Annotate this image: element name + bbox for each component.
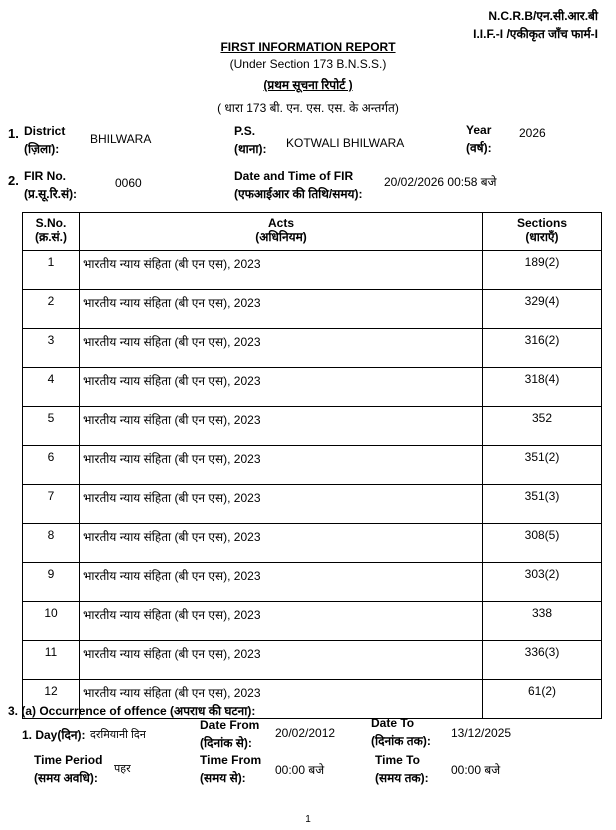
- section-subtitle: (Under Section 173 B.N.S.S.): [229, 57, 387, 71]
- page-title: FIRST INFORMATION REPORT: [220, 40, 396, 54]
- ps-label-hindi: (थाना):: [234, 142, 267, 156]
- fir-value: 0060: [115, 176, 142, 190]
- sno-header: S.No. (क्र.सं.): [23, 213, 80, 251]
- fir-label-hindi: (प्र.सू.रि.सं):: [24, 187, 78, 201]
- table-row: 1 भारतीय न्याय संहिता (बी एन एस), 2023 189(2): [23, 251, 602, 290]
- time-period-value: पहर: [114, 763, 131, 775]
- item-number-1: 1.: [8, 126, 19, 141]
- table-row: 4 भारतीय न्याय संहिता (बी एन एस), 2023 318(4): [23, 368, 602, 407]
- time-to-label: Time To: [375, 753, 420, 767]
- occurrence-heading: 3. (a) Occurrence of offence (अपराध की घटना):: [8, 704, 256, 718]
- table-row: 11 भारतीय न्याय संहिता (बी एन एस), 2023 336(3): [23, 641, 602, 680]
- year-label: Year: [466, 123, 492, 137]
- district-label: District: [24, 124, 66, 138]
- time-period-label-hindi: (समय अवधि):: [34, 771, 98, 785]
- table-row: 12 भारतीय न्याय संहिता (बी एन एस), 2023 61(2): [23, 680, 602, 719]
- fir-label: FIR No.: [24, 169, 66, 183]
- table-row: 5 भारतीय न्याय संहिता (बी एन एस), 2023 352: [23, 407, 602, 446]
- date-to-value: 13/12/2025: [451, 726, 512, 740]
- table-header-row: [23, 213, 602, 251]
- form-code: I.I.F.-I /एकीकृत जाँच फार्म-I: [473, 27, 598, 41]
- date-from-value: 20/02/2012: [275, 726, 336, 740]
- item-number-2: 2.: [8, 173, 19, 188]
- table-row: 9 भारतीय न्याय संहिता (बी एन एस), 2023 303(2): [23, 563, 602, 602]
- district-label-hindi: (ज़िला):: [24, 142, 60, 156]
- district-value: BHILWARA: [90, 132, 152, 146]
- date-from-label: Date From: [200, 718, 260, 732]
- fir-datetime-label-hindi: (एफआईआर की तिथि/समय):: [234, 187, 363, 201]
- table-row: 10 भारतीय न्याय संहिता (बी एन एस), 2023 338: [23, 602, 602, 641]
- time-from-label-hindi: (समय से):: [200, 771, 246, 785]
- acts-header: Acts (अधिनियम): [80, 213, 483, 251]
- day-value: दरमियानी दिन: [90, 729, 146, 741]
- table-row: 2 भारतीय न्याय संहिता (बी एन एस), 2023 329(4): [23, 290, 602, 329]
- sections-header: Sections (धाराएँ): [483, 213, 602, 251]
- time-to-value: 00:00 बजे: [451, 763, 501, 777]
- table-row: 6 भारतीय न्याय संहिता (बी एन एस), 2023 351(2): [23, 446, 602, 485]
- table-row: 8 भारतीय न्याय संहिता (बी एन एस), 2023 308(5): [23, 524, 602, 563]
- table-row: 7 भारतीय न्याय संहिता (बी एन एस), 2023 351(3): [23, 485, 602, 524]
- ps-value: KOTWALI BHILWARA: [286, 136, 405, 150]
- page-title-hindi: (प्रथम सूचना रिपोर्ट ): [263, 78, 353, 92]
- ps-label: P.S.: [234, 124, 256, 138]
- acts-table: [22, 212, 602, 719]
- section-subtitle-hindi: ( धारा 173 बी. एन. एस. एस. के अन्तर्गत): [217, 101, 399, 115]
- time-to-label-hindi: (समय तक):: [375, 771, 429, 785]
- date-to-label-hindi: (दिनांक तक):: [371, 734, 431, 748]
- fir-datetime-label: Date and Time of FIR: [234, 169, 354, 183]
- year-label-hindi: (वर्ष):: [466, 141, 492, 155]
- time-from-label: Time From: [200, 753, 262, 767]
- day-label: 1. Day(दिन):: [22, 728, 86, 742]
- ncrb-code: N.C.R.B/एन.सी.आर.बी: [488, 9, 598, 23]
- time-from-value: 00:00 बजे: [275, 763, 325, 777]
- date-from-label-hindi: (दिनांक से):: [200, 736, 252, 750]
- date-to-label: Date To: [371, 716, 415, 730]
- table-row: 3 भारतीय न्याय संहिता (बी एन एस), 2023 316(2): [23, 329, 602, 368]
- year-value: 2026: [519, 126, 546, 140]
- page-number: 1: [305, 814, 311, 825]
- time-period-label: Time Period: [34, 753, 103, 767]
- fir-datetime-value: 20/02/2026 00:58 बजे: [384, 175, 497, 189]
